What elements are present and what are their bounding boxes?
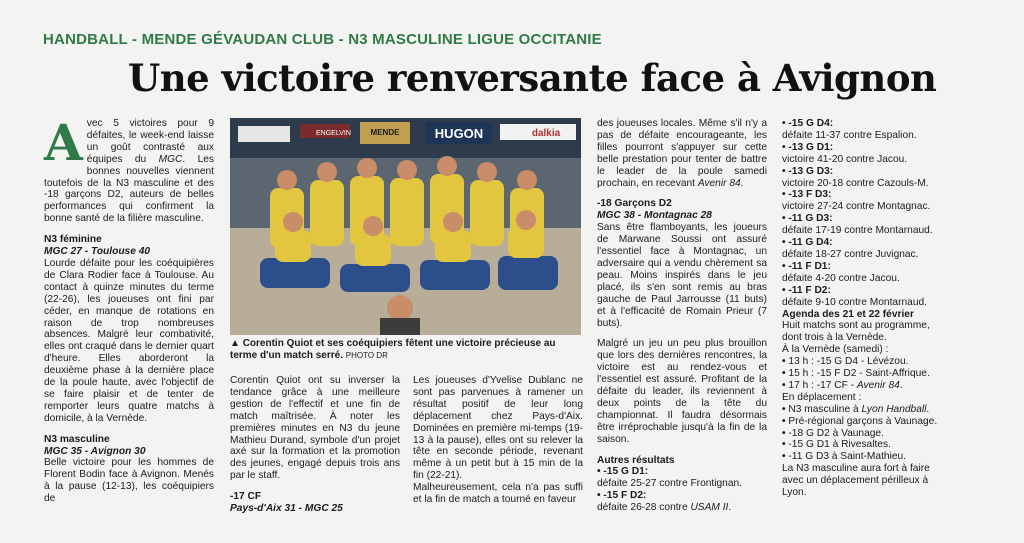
banner-engelvin: ENGELVIN: [316, 130, 351, 137]
article-headline: Une victoire renversante face à Avignon: [128, 56, 937, 100]
column-3: [413, 375, 583, 506]
team-photo: [230, 118, 581, 335]
team-photo-illustration: [230, 118, 581, 335]
result-category: • -13 G D1:: [782, 141, 834, 153]
column-1: [44, 113, 214, 505]
result-category: • -11 F D2:: [782, 284, 831, 296]
col3-text-b: Malheureusement, cela n'a pas suffi et la fin de match a tourné en faveur: [413, 482, 583, 506]
banner-hugon: HUGON: [434, 126, 484, 141]
autres-result: défaite 25-27 contre Frontignan.: [597, 478, 742, 490]
result-value: défaite 9-10 contre Montarnaud.: [782, 296, 927, 308]
result-value: défaite 11-37 contre Espalion.: [782, 129, 917, 141]
photo-credit: PHOTO DR: [345, 351, 388, 360]
result-category: • -11 G D3:: [782, 213, 833, 225]
m17-score: Pays-d'Aix 31 - MGC 25: [230, 503, 343, 515]
result-value: défaite 18-27 contre Juvignac.: [782, 248, 919, 260]
article-kicker: HANDBALL - MENDE GÉVAUDAN CLUB - N3 MASCULINE LIGUE OCCITANIE: [43, 31, 602, 48]
result-category: • -15 G D4:: [782, 118, 834, 129]
n3f-title: N3 féminine: [44, 234, 102, 246]
column-4: [597, 118, 767, 514]
agenda-closing: La N3 masculine aura fort à faire avec un déplacement périlleux à Lyon.: [782, 463, 930, 499]
n3m-text: Belle victoire pour les hommes de Florent Bodin face à Avignon. Menés à la pause (12-13), les coéquipiers de: [44, 457, 214, 505]
agenda-home-item: • 17 h : -17 CF - Avenir 84.: [782, 379, 903, 391]
col3-text-a: Les joueuses d'Yvelise Dublanc ne sont pas parvenues à ramener un résultat positif de leur long déplacement chez Pays-d'Aix. Dominées en première mi-temps (19-13 à la pause), elles ont su relever la tête en seconde période, revenant même à un petit but à 15 min de la fin (22-21).: [413, 375, 583, 482]
agenda-away-item: • -11 G D3 à Saint-Mathieu.: [782, 451, 906, 463]
column-2: [230, 375, 400, 515]
g18-title: -18 Garçons D2: [597, 198, 672, 210]
g18-text-a: Sans être flamboyants, les joueurs de Marwane Soussi ont assuré l'essentiel face à Montagnac, un adversaire qui a vendu chèrement sa peau. Moins inspirés dans le jeu placé, ils s'en sont remis au bras gauche de Paul Jarrousse (11 buts) et à l'efficacité de Romain Prieur (7 buts).: [597, 222, 767, 329]
agenda-away-item: • Pré-régional garçons à Vaunage.: [782, 415, 938, 427]
g18-text-b: Malgré un jeu un peu plus brouillon que lors des dernières rencontres, la victoire est au rendez-vous et l'essentiel est assuré. Profitant de la défaite du leader, ils reviennent à deux points de la tête du championnat. Il faudra désormais être irréprochable jusqu'à la fin de la saison.: [597, 338, 767, 445]
result-value: défaite 4-20 contre Jacou.: [782, 272, 900, 284]
agenda-home-item: • 15 h : -15 F D2 - Saint-Affrique.: [782, 368, 930, 380]
col4-text: des joueuses locales. Même s'il n'y a pas de défaite encourageante, les filles pourront s'appuyer sur cette belle prestation pour tenter de battre le leader de la poule samedi prochain, en recevant Avenir 84.: [597, 118, 767, 189]
agenda-away-item: • N3 masculine à Lyon Handball.: [782, 403, 930, 415]
result-value: victoire 20-18 contre Cazouls-M.: [782, 177, 929, 189]
banner-dalkia: dalkia: [531, 128, 561, 139]
result-category: • -13 F D3:: [782, 189, 832, 201]
autres-title: Autres résultats: [597, 454, 675, 466]
column-5: [782, 118, 952, 499]
agenda-away-item: • -18 G D2 à Vaunage.: [782, 427, 884, 439]
result-category: • -11 F D1:: [782, 260, 831, 272]
agenda-title: Agenda des 21 et 22 février: [782, 308, 914, 320]
intro-paragraph: Avec 5 victoires pour 9 défaites, le week-end laisse un goût contrasté aux équipes du MGC. Les bonnes nouvelles viennent toutefois de la N3 masculine et des -18 garçons D2, auteurs de belles performances qui confirment la bonne santé de la filière masculine.: [44, 113, 214, 225]
caption-triangle-icon: ▲: [230, 338, 243, 349]
agenda-away-label: En déplacement :: [782, 391, 862, 403]
agenda-away-item: • -15 G D1 à Rivesaltes.: [782, 439, 891, 451]
result-category: • -13 G D3:: [782, 165, 834, 177]
result-value: victoire 27-24 contre Montagnac.: [782, 201, 931, 213]
agenda-home-label: À la Vernède (samedi) :: [782, 344, 889, 356]
col2-text: Corentin Quiot ont su inverser la tendance grâce à une meilleure gestion de l'effectif et une fin de match maîtrisée. À noter les premières minutes en N3 du jeune Mathieu Durand, symbole d'un projet axé sur la formation et la promotion des jeunes, engagé depuis trois ans par le staff.: [230, 375, 400, 482]
n3f-score: MGC 27 - Toulouse 40: [44, 246, 151, 258]
drop-cap: A: [44, 113, 83, 172]
result-value: défaite 17-19 contre Montarnaud.: [782, 225, 933, 237]
result-category: • -11 G D4:: [782, 237, 833, 249]
g18-score: MGC 38 - Montagnac 28: [597, 210, 712, 222]
result-value: victoire 41-20 contre Jacou.: [782, 153, 908, 165]
banner-mende: MENDE: [370, 128, 400, 137]
results-list: [782, 118, 952, 309]
n3m-score: MGC 35 - Avignon 30: [44, 445, 146, 457]
agenda-intro: Huit matchs sont au programme, dont trois à la Vernède.: [782, 320, 930, 344]
autres-result: défaite 26-28 contre USAM II.: [597, 502, 732, 514]
autres-item: • -15 G D1:: [597, 466, 649, 478]
m17-title: -17 CF: [230, 491, 262, 503]
autres-item: • -15 F D2:: [597, 490, 647, 502]
n3f-text: Lourde défaite pour les coéquipières de Clara Rodier face à Toulouse. Au contact à quinze minutes du terme (22-26), les joueuses ont fini par céder, en manque de rotations en raison de trop nombreuses absences. Malgré leur combativité, elles ont craqué dans le dernier quart d'heure. Elles aborderont la deuxième phase à la dernière place de la poule haute, avec l'objectif de se faire plaisir et de tenter de remporter leurs quatre matchs à domicile, à la Vernède.: [44, 257, 214, 424]
agenda-home-item: • 13 h : -15 G D4 - Lévézou.: [782, 356, 909, 368]
n3m-title: N3 masculine: [44, 433, 110, 445]
photo-caption: ▲ Corentin Quiot et ses coéquipiers fêtent une victoire précieuse au terme d'un match serré. PHOTO DR: [230, 338, 556, 361]
